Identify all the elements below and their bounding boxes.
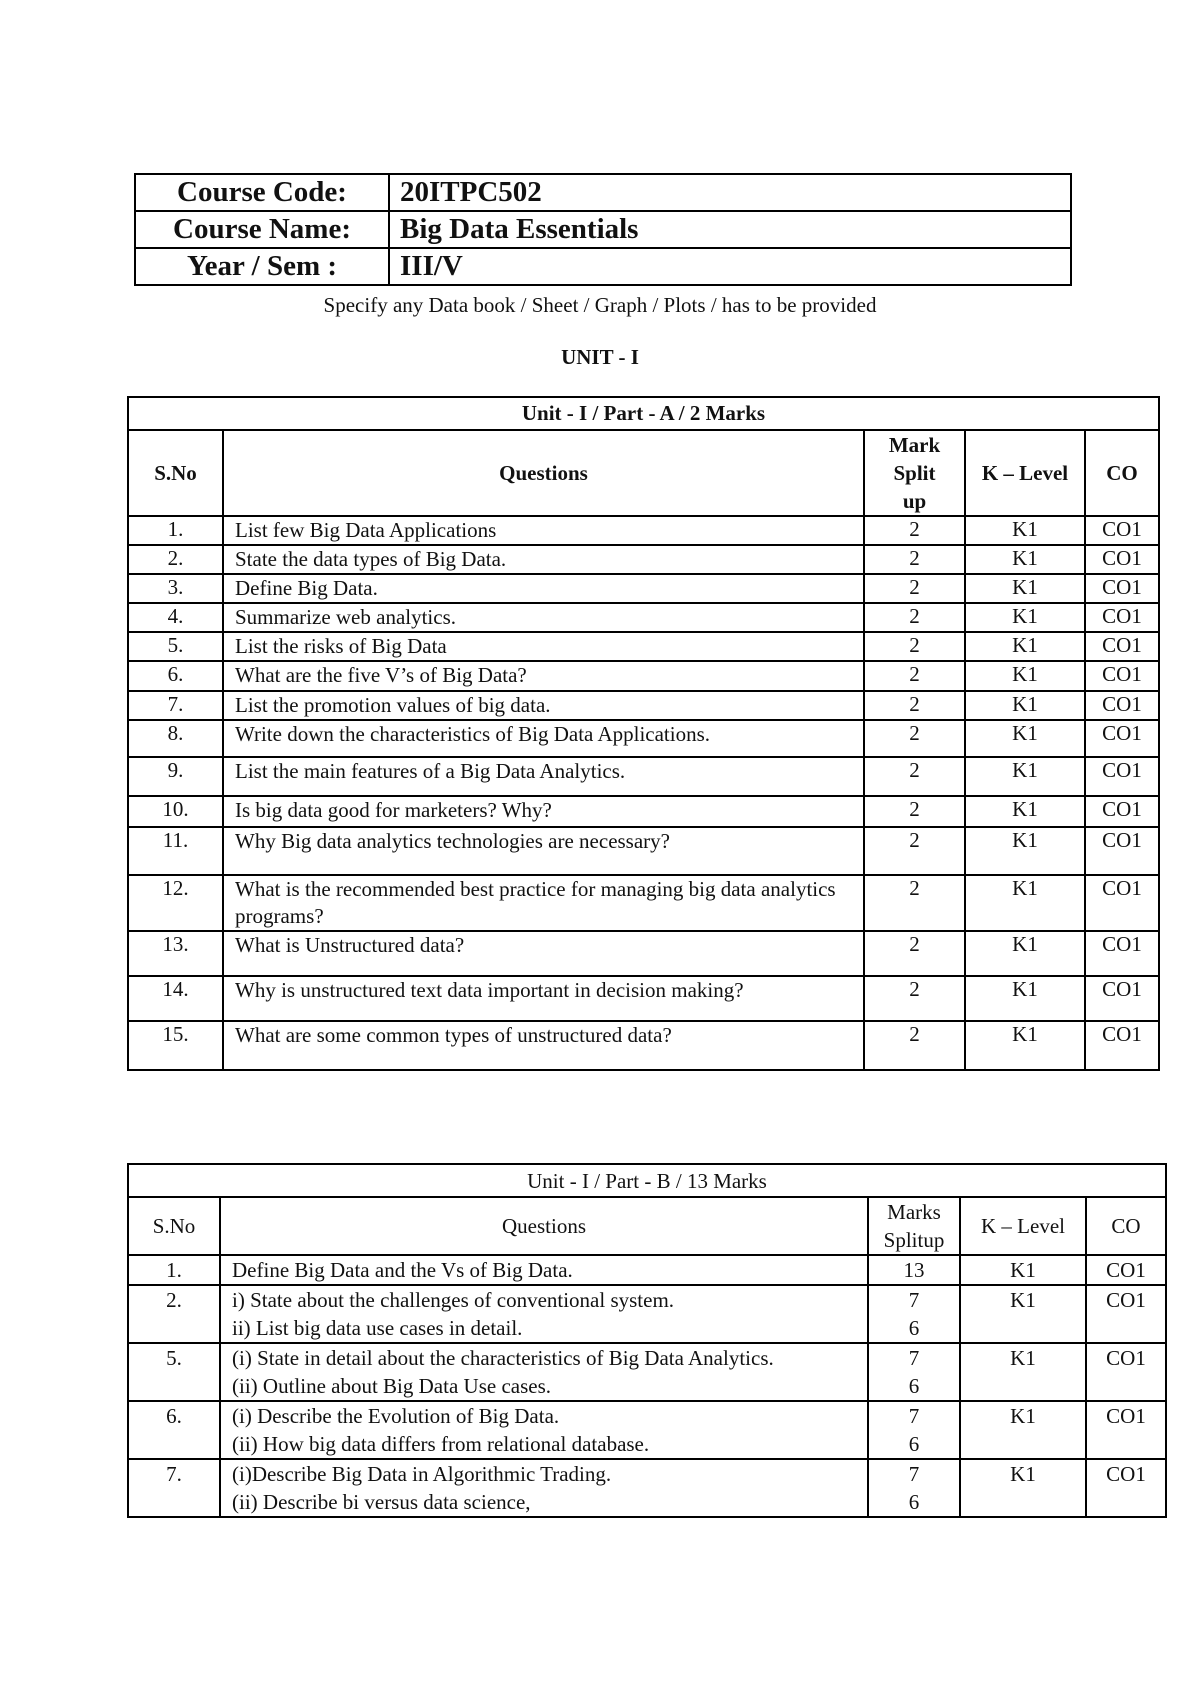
table-row bbox=[128, 720, 1159, 757]
row-co: CO1 bbox=[1085, 875, 1159, 931]
course-code-row bbox=[135, 174, 1071, 211]
row-co: CO1 bbox=[1086, 1285, 1166, 1343]
question-line: (ii) Describe bi versus data science, bbox=[232, 1490, 531, 1514]
table-row bbox=[128, 1401, 1166, 1459]
unit-heading: UNIT - I bbox=[561, 345, 639, 369]
row-sno: 6. bbox=[128, 1401, 220, 1459]
header-co: CO bbox=[1086, 1197, 1166, 1255]
row-sno: 11. bbox=[128, 827, 223, 875]
row-co: CO1 bbox=[1086, 1255, 1166, 1285]
header-mark-split bbox=[864, 430, 965, 516]
row-k-level: K1 bbox=[960, 1401, 1086, 1459]
row-mark: 2 bbox=[864, 603, 965, 632]
course-info-table bbox=[134, 173, 1072, 286]
row-sno: 5. bbox=[128, 632, 223, 661]
year-sem-row bbox=[135, 248, 1071, 285]
row-k-level: K1 bbox=[965, 661, 1085, 691]
mark-line: 7 bbox=[908, 1288, 920, 1312]
table-row bbox=[128, 691, 1159, 720]
table-row bbox=[128, 1021, 1159, 1070]
question-line: (i) Describe the Evolution of Big Data. bbox=[232, 1404, 560, 1428]
row-question: Why Big data analytics technologies are necessary? bbox=[223, 827, 864, 875]
row-mark: 2 bbox=[864, 757, 965, 796]
row-mark: 2 bbox=[864, 516, 965, 545]
header-mark-line2: Split bbox=[893, 461, 936, 485]
row-k-level: K1 bbox=[965, 516, 1085, 545]
row-question: What is Unstructured data? bbox=[223, 931, 864, 976]
row-k-level: K1 bbox=[965, 545, 1085, 574]
row-marks bbox=[868, 1343, 960, 1401]
row-mark: 2 bbox=[864, 827, 965, 875]
row-question bbox=[220, 1285, 868, 1343]
row-question bbox=[220, 1255, 868, 1285]
row-co: CO1 bbox=[1086, 1459, 1166, 1517]
row-sno: 9. bbox=[128, 757, 223, 796]
mark-line: 6 bbox=[908, 1490, 920, 1514]
row-co: CO1 bbox=[1085, 632, 1159, 661]
header-mark-line3: up bbox=[902, 489, 927, 513]
part-a-table bbox=[127, 396, 1160, 1071]
row-question: Summarize web analytics. bbox=[223, 603, 864, 632]
row-sno: 7. bbox=[128, 1459, 220, 1517]
header-questions: Questions bbox=[223, 430, 864, 516]
row-sno: 6. bbox=[128, 661, 223, 691]
row-question: List few Big Data Applications bbox=[223, 516, 864, 545]
mark-line: 7 bbox=[908, 1462, 920, 1486]
row-k-level: K1 bbox=[960, 1255, 1086, 1285]
mark-line: 13 bbox=[903, 1258, 925, 1282]
header-marks-line2: Splitup bbox=[883, 1228, 945, 1252]
table-row bbox=[128, 827, 1159, 875]
row-k-level: K1 bbox=[965, 574, 1085, 603]
row-sno: 5. bbox=[128, 1343, 220, 1401]
row-co: CO1 bbox=[1085, 976, 1159, 1021]
row-question: Is big data good for marketers? Why? bbox=[223, 796, 864, 827]
row-sno: 3. bbox=[128, 574, 223, 603]
row-sno: 8. bbox=[128, 720, 223, 757]
table-row bbox=[128, 632, 1159, 661]
row-mark: 2 bbox=[864, 545, 965, 574]
row-marks bbox=[868, 1459, 960, 1517]
part-b-body bbox=[128, 1255, 1166, 1517]
row-sno: 12. bbox=[128, 875, 223, 931]
row-k-level: K1 bbox=[965, 720, 1085, 757]
table-row bbox=[128, 1343, 1166, 1401]
header-mark-line1: Mark bbox=[888, 433, 941, 457]
row-question: List the risks of Big Data bbox=[223, 632, 864, 661]
part-a-header-row bbox=[128, 430, 1159, 516]
table-row bbox=[128, 796, 1159, 827]
row-k-level: K1 bbox=[965, 827, 1085, 875]
course-name-row bbox=[135, 211, 1071, 248]
table-row bbox=[128, 976, 1159, 1021]
question-line: ii) List big data use cases in detail. bbox=[232, 1316, 523, 1340]
row-k-level: K1 bbox=[960, 1343, 1086, 1401]
header-k-level: K – Level bbox=[960, 1197, 1086, 1255]
row-mark: 2 bbox=[864, 796, 965, 827]
table-row bbox=[128, 757, 1159, 796]
row-co: CO1 bbox=[1085, 545, 1159, 574]
row-marks bbox=[868, 1285, 960, 1343]
row-co: CO1 bbox=[1085, 516, 1159, 545]
header-sno: S.No bbox=[128, 430, 223, 516]
table-row bbox=[128, 1285, 1166, 1343]
row-co: CO1 bbox=[1085, 796, 1159, 827]
row-sno: 14. bbox=[128, 976, 223, 1021]
row-k-level: K1 bbox=[965, 757, 1085, 796]
row-k-level: K1 bbox=[965, 931, 1085, 976]
row-sno: 2. bbox=[128, 1285, 220, 1343]
year-sem-value: III/V bbox=[389, 248, 1071, 285]
row-k-level: K1 bbox=[965, 632, 1085, 661]
row-question: State the data types of Big Data. bbox=[223, 545, 864, 574]
part-b-title-row bbox=[128, 1164, 1166, 1197]
row-question: Why is unstructured text data important in decision making? bbox=[223, 976, 864, 1021]
header-questions: Questions bbox=[220, 1197, 868, 1255]
question-line: Define Big Data and the Vs of Big Data. bbox=[232, 1258, 573, 1282]
row-co: CO1 bbox=[1085, 827, 1159, 875]
row-co: CO1 bbox=[1085, 757, 1159, 796]
year-sem-label: Year / Sem : bbox=[135, 248, 389, 285]
table-row bbox=[128, 875, 1159, 931]
part-a-title: Unit - I / Part - A / 2 Marks bbox=[128, 397, 1159, 430]
row-k-level: K1 bbox=[965, 976, 1085, 1021]
table-row bbox=[128, 1459, 1166, 1517]
header-marks-line1: Marks bbox=[887, 1200, 941, 1224]
row-co: CO1 bbox=[1085, 661, 1159, 691]
row-question bbox=[220, 1401, 868, 1459]
table-row bbox=[128, 603, 1159, 632]
table-row bbox=[128, 516, 1159, 545]
row-k-level: K1 bbox=[965, 603, 1085, 632]
question-line: (ii) How big data differs from relational database. bbox=[232, 1432, 650, 1456]
row-mark: 2 bbox=[864, 720, 965, 757]
table-row bbox=[128, 545, 1159, 574]
row-sno: 1. bbox=[128, 516, 223, 545]
row-marks bbox=[868, 1401, 960, 1459]
mark-line: 6 bbox=[908, 1316, 920, 1340]
question-line: (i)Describe Big Data in Algorithmic Trading. bbox=[232, 1462, 612, 1486]
row-question: List the main features of a Big Data Analytics. bbox=[223, 757, 864, 796]
table-row bbox=[128, 931, 1159, 976]
row-co: CO1 bbox=[1085, 574, 1159, 603]
row-co: CO1 bbox=[1086, 1401, 1166, 1459]
mark-line: 6 bbox=[908, 1374, 920, 1398]
part-b-title: Unit - I / Part - B / 13 Marks bbox=[128, 1164, 1166, 1197]
question-line: i) State about the challenges of conventional system. bbox=[232, 1288, 675, 1312]
table-row bbox=[128, 574, 1159, 603]
header-co: CO bbox=[1085, 430, 1159, 516]
row-co: CO1 bbox=[1085, 1021, 1159, 1070]
row-k-level: K1 bbox=[960, 1459, 1086, 1517]
row-marks bbox=[868, 1255, 960, 1285]
header-k-level: K – Level bbox=[965, 430, 1085, 516]
row-sno: 13. bbox=[128, 931, 223, 976]
row-mark: 2 bbox=[864, 931, 965, 976]
row-question bbox=[220, 1343, 868, 1401]
row-co: CO1 bbox=[1085, 603, 1159, 632]
row-question: List the promotion values of big data. bbox=[223, 691, 864, 720]
row-sno: 1. bbox=[128, 1255, 220, 1285]
mark-line: 7 bbox=[908, 1346, 920, 1370]
row-sno: 7. bbox=[128, 691, 223, 720]
question-line: (ii) Outline about Big Data Use cases. bbox=[232, 1374, 551, 1398]
row-sno: 4. bbox=[128, 603, 223, 632]
row-k-level: K1 bbox=[965, 691, 1085, 720]
row-k-level: K1 bbox=[960, 1285, 1086, 1343]
row-mark: 2 bbox=[864, 1021, 965, 1070]
row-mark: 2 bbox=[864, 691, 965, 720]
header-marks-splitup bbox=[868, 1197, 960, 1255]
row-question: What are some common types of unstructured data? bbox=[223, 1021, 864, 1070]
row-mark: 2 bbox=[864, 574, 965, 603]
row-co: CO1 bbox=[1085, 720, 1159, 757]
table-row bbox=[128, 1255, 1166, 1285]
question-line: (i) State in detail about the characteristics of Big Data Analytics. bbox=[232, 1346, 774, 1370]
mark-line: 7 bbox=[908, 1404, 920, 1428]
row-question: What are the five V’s of Big Data? bbox=[223, 661, 864, 691]
row-question bbox=[220, 1459, 868, 1517]
mark-line: 6 bbox=[908, 1432, 920, 1456]
course-name-label: Course Name: bbox=[135, 211, 389, 248]
part-a-title-row bbox=[128, 397, 1159, 430]
row-mark: 2 bbox=[864, 661, 965, 691]
part-b-header-row bbox=[128, 1197, 1166, 1255]
row-question: What is the recommended best practice for managing big data analytics programs? bbox=[223, 875, 864, 931]
course-name-value: Big Data Essentials bbox=[389, 211, 1071, 248]
row-co: CO1 bbox=[1085, 691, 1159, 720]
row-k-level: K1 bbox=[965, 796, 1085, 827]
row-sno: 10. bbox=[128, 796, 223, 827]
specify-note: Specify any Data book / Sheet / Graph / Plots / has to be provided bbox=[323, 293, 877, 317]
header-sno: S.No bbox=[128, 1197, 220, 1255]
row-mark: 2 bbox=[864, 632, 965, 661]
row-question: Write down the characteristics of Big Data Applications. bbox=[223, 720, 864, 757]
row-k-level: K1 bbox=[965, 875, 1085, 931]
course-code-label: Course Code: bbox=[135, 174, 389, 211]
part-b-table bbox=[127, 1163, 1167, 1518]
part-a-body bbox=[128, 516, 1159, 1070]
row-co: CO1 bbox=[1086, 1343, 1166, 1401]
row-sno: 15. bbox=[128, 1021, 223, 1070]
course-code-value: 20ITPC502 bbox=[389, 174, 1071, 211]
table-row bbox=[128, 661, 1159, 691]
row-sno: 2. bbox=[128, 545, 223, 574]
row-k-level: K1 bbox=[965, 1021, 1085, 1070]
row-mark: 2 bbox=[864, 875, 965, 931]
row-question: Define Big Data. bbox=[223, 574, 864, 603]
row-co: CO1 bbox=[1085, 931, 1159, 976]
row-mark: 2 bbox=[864, 976, 965, 1021]
